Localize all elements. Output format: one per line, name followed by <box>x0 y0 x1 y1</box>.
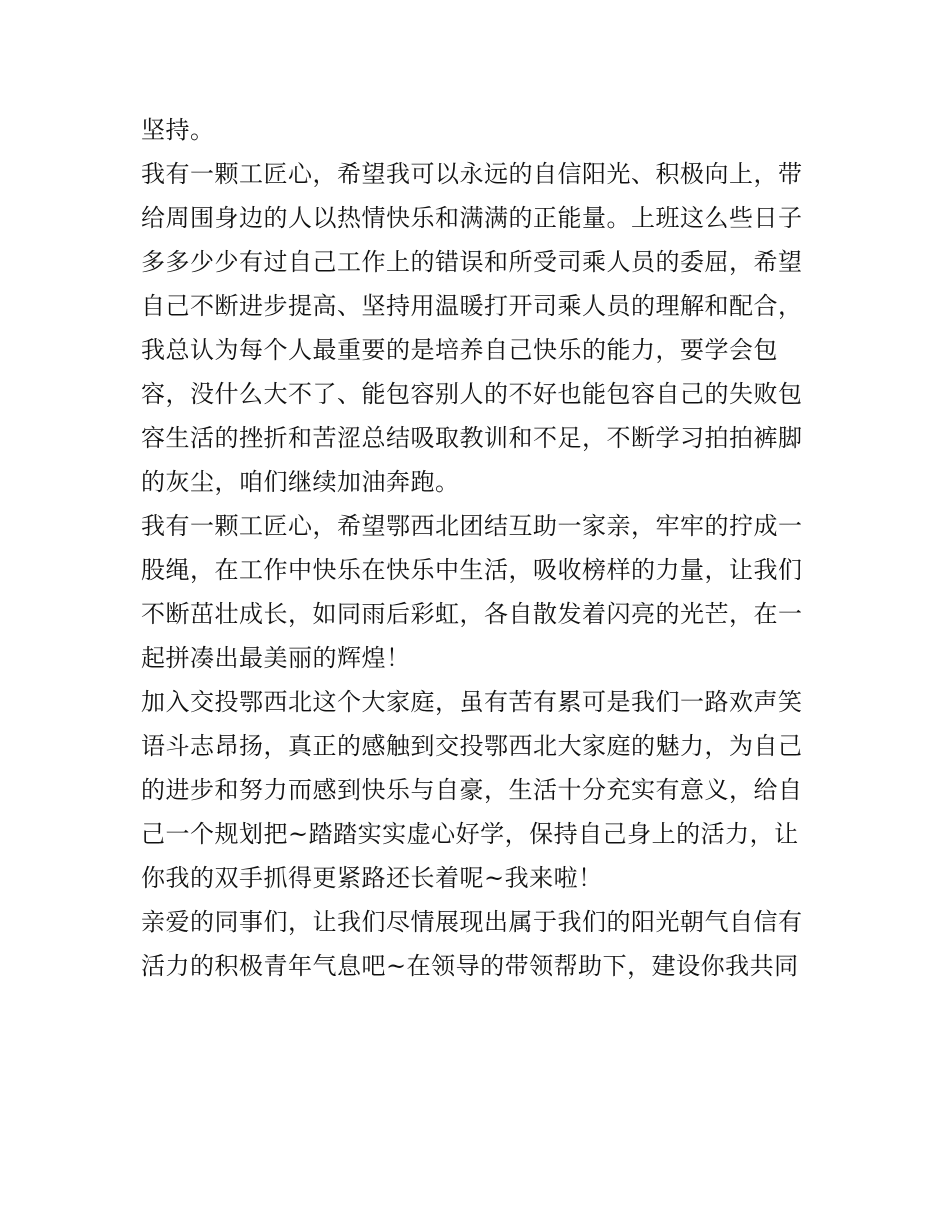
text-line: 股绳，在工作中快乐在快乐中生活，吸收榜样的力量，让我们 <box>141 556 803 584</box>
text-line: 容，没什么大不了、能包容别人的不好也能包容自己的失败包 <box>141 380 803 408</box>
text-line: 亲爱的同事们，让我们尽情展现出属于我们的阳光朝气自信有 <box>141 908 803 936</box>
text-line: 己一个规划把~踏踏实实虚心好学，保持自己身上的活力，让 <box>141 820 799 848</box>
text-line: 我总认为每个人最重要的是培养自己快乐的能力，要学会包 <box>141 336 778 364</box>
text-line: 活力的积极青年气息吧~在领导的带领帮助下，建设你我共同 <box>141 952 799 980</box>
text-line: 你我的双手抓得更紧路还长着呢~我来啦！ <box>141 864 603 892</box>
text-line: 的进步和努力而感到快乐与自豪，生活十分充实有意义，给自 <box>141 776 803 804</box>
text-line: 容生活的挫折和苦涩总结吸取教训和不足，不断学习拍拍裤脚 <box>141 424 803 452</box>
text-line: 的灰尘，咱们继续加油奔跑。 <box>141 468 460 496</box>
text-line: 自己不断进步提高、坚持用温暖打开司乘人员的理解和配合， <box>141 292 803 320</box>
text-line: 坚持。 <box>141 116 215 144</box>
text-line: 语斗志昂扬，真正的感触到交投鄂西北大家庭的魅力，为自己 <box>141 732 803 760</box>
text-line: 起拼凑出最美丽的辉煌！ <box>141 644 411 672</box>
text-line: 不断茁壮成长，如同雨后彩虹，各自散发着闪亮的光芒，在一 <box>141 600 803 628</box>
text-line: 加入交投鄂西北这个大家庭，虽有苦有累可是我们一路欢声笑 <box>141 688 803 716</box>
text-line: 我有一颗工匠心，希望我可以永远的自信阳光、积极向上，带 <box>141 160 803 188</box>
document-text-body <box>141 108 813 988</box>
text-line: 多多少少有过自己工作上的错误和所受司乘人员的委屈，希望 <box>141 248 803 276</box>
text-line: 我有一颗工匠心，希望鄂西北团结互助一家亲，牢牢的拧成一 <box>141 512 803 540</box>
text-line: 给周围身边的人以热情快乐和满满的正能量。上班这么些日子 <box>141 204 803 232</box>
